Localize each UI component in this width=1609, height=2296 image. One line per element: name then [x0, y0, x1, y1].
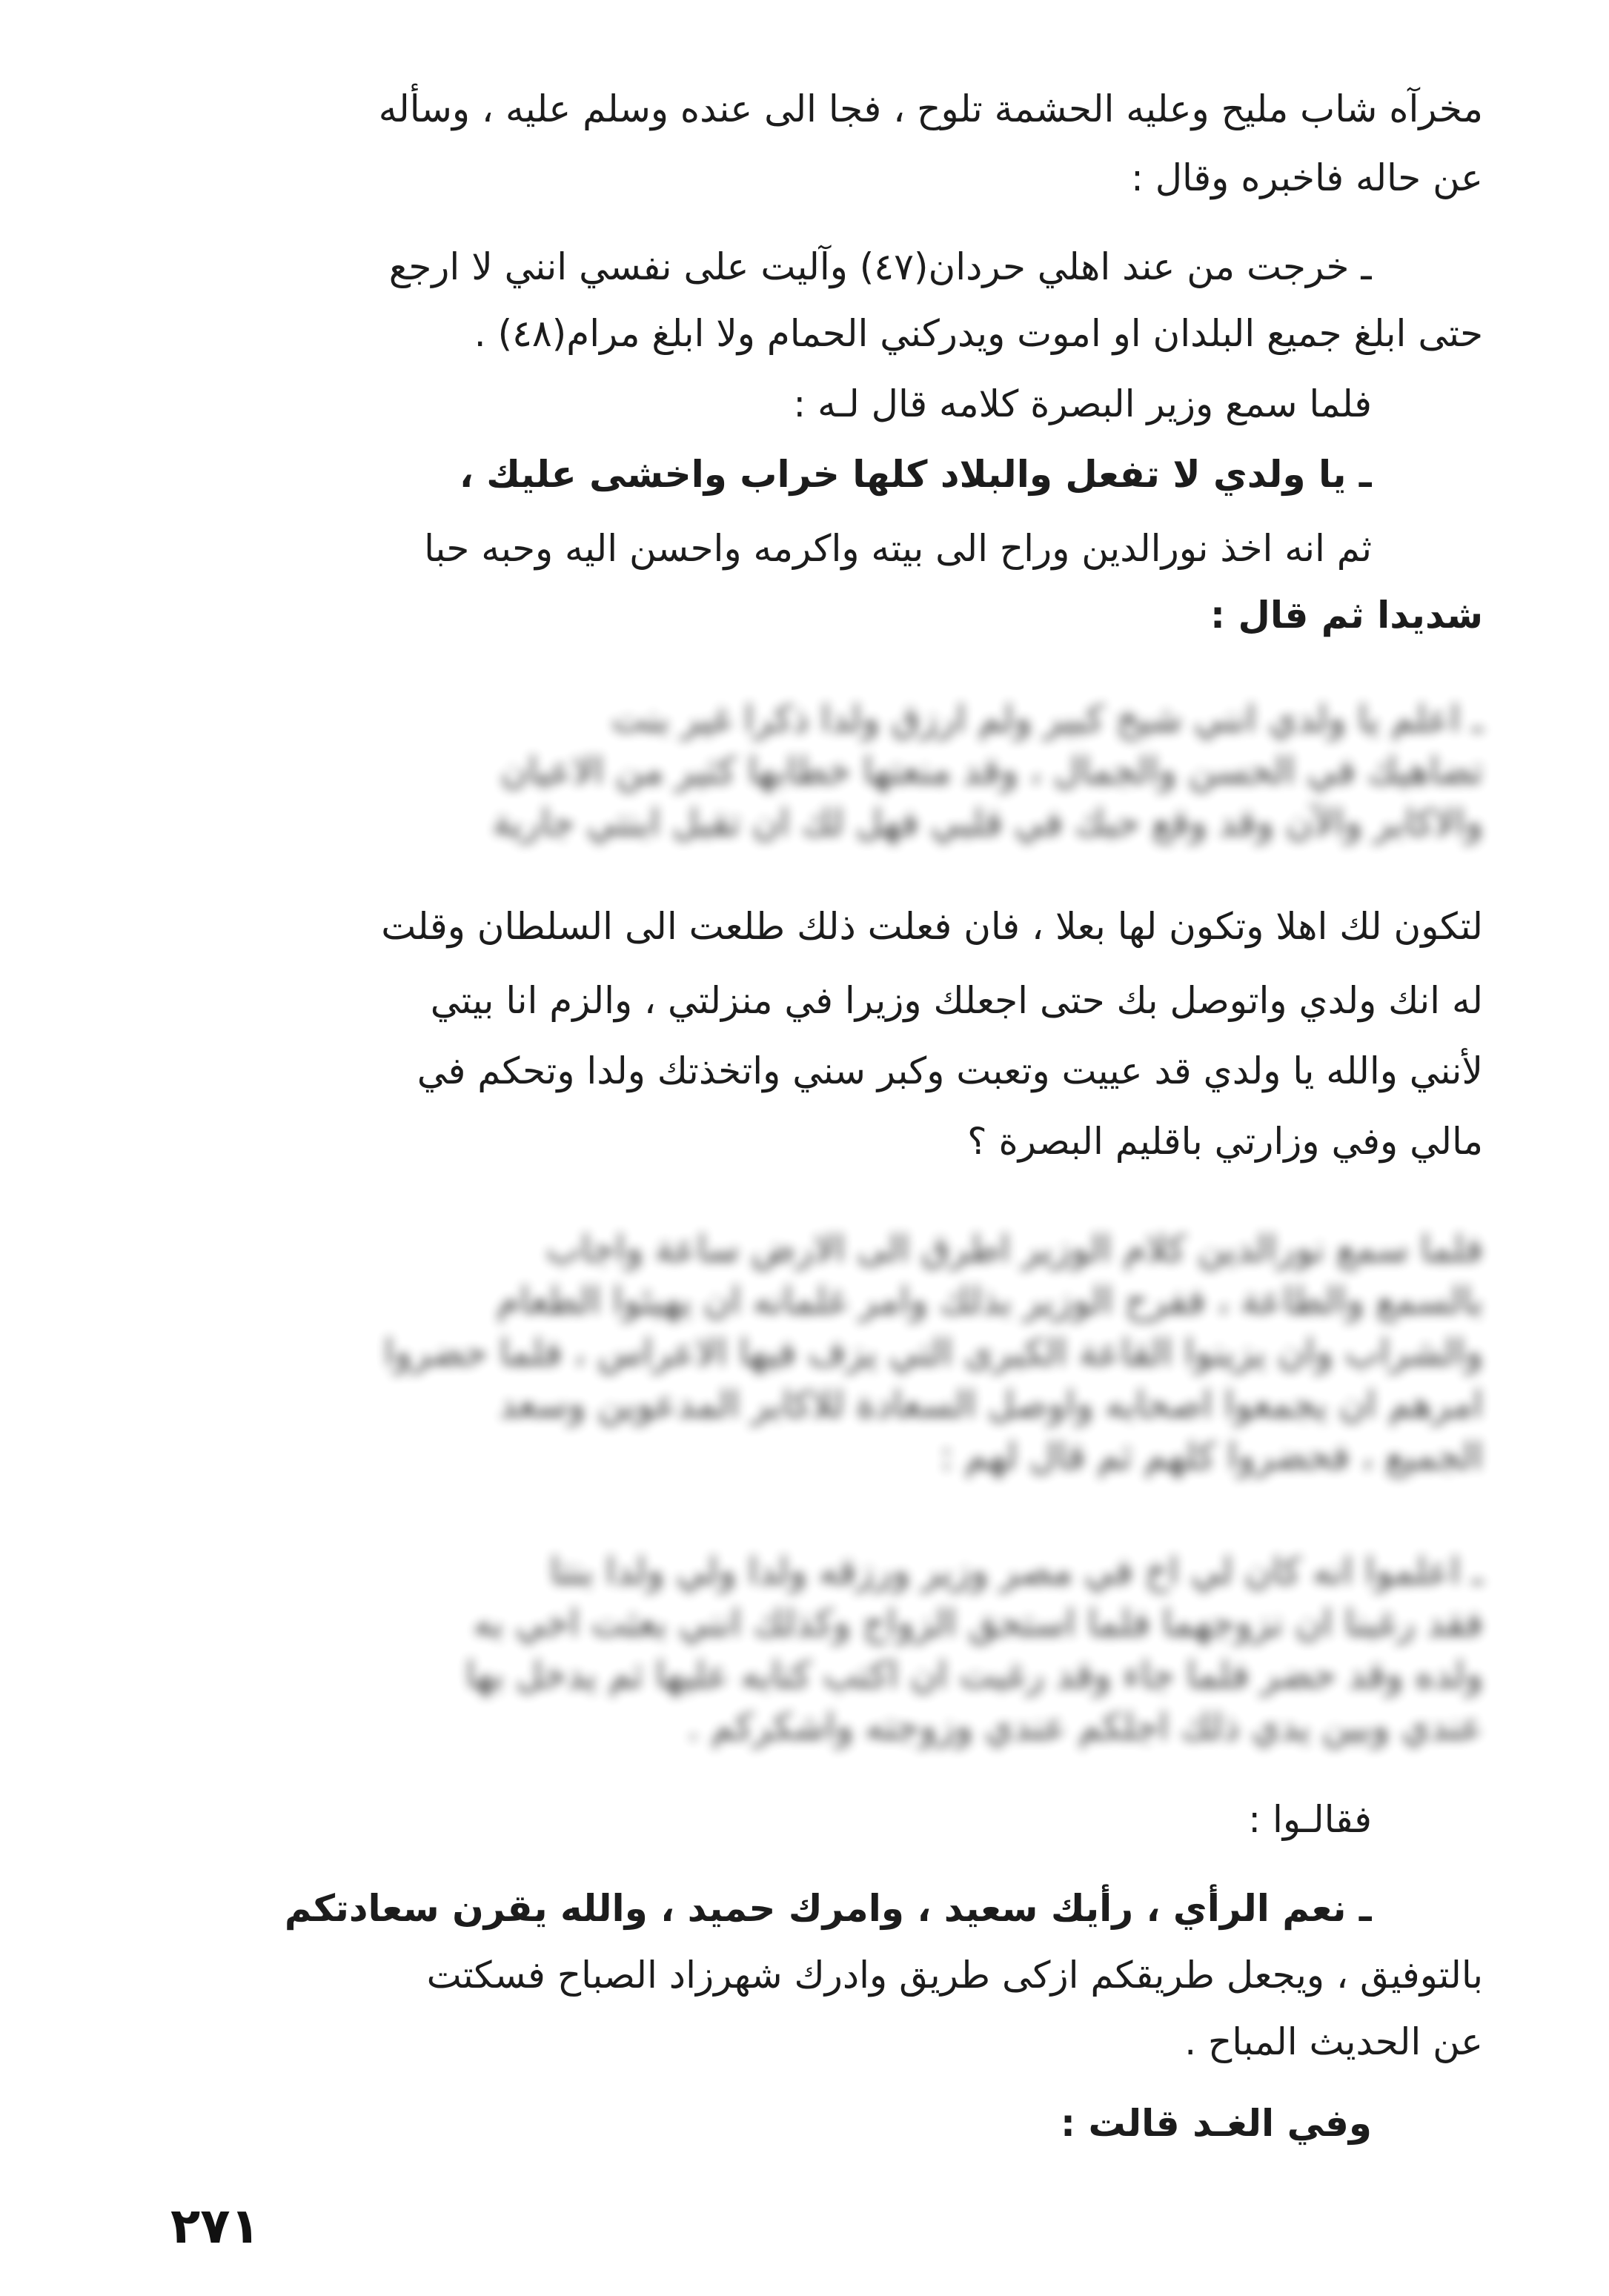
blurred-paragraph — [156, 1223, 1483, 1482]
text-line: لأنني والله يا ولدي قد عييت وتعبت وكبر سني واتخذتك ولدا وتحكم في — [417, 1049, 1483, 1092]
text-line: عن الحديث المباح . — [1184, 2020, 1483, 2063]
blurred-line: فقد رغبنا ان نزوجهما فلما استحق الزواج وكذلك انني بعثت اخي به — [473, 1602, 1483, 1645]
text-line: عن حاله فاخبره وقال : — [1130, 156, 1483, 199]
blurred-line: ـ اعلم يا ولدي انني شيخ كبير ولم ارزق ولدا ذكرا غير بنت — [611, 697, 1483, 740]
blurred-line: تضاهيك في الحسن والجمال ، وقد منعتها خطابها كثير من الاعيان — [500, 749, 1483, 792]
blurred-paragraph — [156, 1545, 1483, 1753]
text-line: مخرآه شاب مليح وعليه الحشمة تلوح ، فجا الى عنده وسلم عليه ، وسأله — [378, 87, 1483, 130]
page-number: ٢٧١ — [170, 2197, 260, 2254]
text-line: ـ نعم الرأي ، رأيك سعيد ، وامرك حميد ، والله يقرن سعادتكم — [284, 1887, 1372, 1930]
blurred-line: ـ اعلموا انه كان لي اخ في مصر وزير ورزقه ولدا ولي ولدا بنتا — [549, 1550, 1483, 1593]
text-line: ثم انه اخذ نورالدين وراح الى بيته واكرمه واحسن اليه وحبه حبا — [424, 527, 1372, 570]
text-line: بالتوفيق ، ويجعل طريقكم ازكى طريق وادرك شهرزاد الصباح فسكتت — [426, 1954, 1483, 1997]
blurred-line: بالسمع والطاعة ، ففرح الوزير بذلك وامر غلمانه ان يهيئوا الطعام — [497, 1279, 1483, 1322]
blurred-line: والشراب وان يزينوا القاعة الكبرى التي يزف فيها الاعراس ، فلما حضروا — [384, 1331, 1483, 1374]
text-line: مالي وفي وزارتي باقليم البصرة ؟ — [967, 1120, 1483, 1163]
text-line: ـ يا ولدي لا تفعل والبلاد كلها خراب واخشى عليك ، — [459, 453, 1372, 496]
text-line: وفي الغـد قالت : — [1061, 2102, 1372, 2145]
blurred-line: فلما سمع نورالدين كلام الوزير اطرق الى الارض ساعة واجاب — [545, 1227, 1483, 1270]
blurred-line: امرهم ان يجمعوا اصحابه واوصل السعادة للاكابر المدعوين وسعد — [499, 1383, 1483, 1426]
blurred-line: والاكابر والآن وقد وقع حبك في قلبي فهل لك ان تقبل ابنتي جارية — [492, 801, 1483, 844]
text-line: له انك ولدي واتوصل بك حتى اجعلك وزيرا في منزلتي ، والزم انا بيتي — [430, 979, 1483, 1022]
blurred-line: عندي وبين يدي ذلك اجلكم عندي وزوجته واشكركم . — [687, 1705, 1483, 1748]
text-line: حتى ابلغ جميع البلدان او اموت ويدركني الحمام ولا ابلغ مرام(٤٨) . — [474, 312, 1483, 355]
text-line: شديدا ثم قال : — [1210, 594, 1483, 637]
text-line: فقالـوا : — [1248, 1798, 1372, 1841]
text-line: فلما سمع وزير البصرة كلامه قال لـه : — [793, 382, 1372, 425]
blurred-line: الجميع ، فحضروا كلهم ثم قال لهم : — [940, 1435, 1483, 1478]
blurred-line: ولده وقد حضر فلما جاء وقد رغبت ان اكتب كتابه عليها ثم يدخل بها — [465, 1653, 1483, 1696]
text-line: ـ خرجت من عند اهلي حردان(٤٧) وآليت على نفسي انني لا ارجع — [388, 245, 1372, 288]
blurred-paragraph — [156, 693, 1483, 849]
text-line: لتكون لك اهلا وتكون لها بعلا ، فان فعلت ذلك طلعت الى السلطان وقلت — [381, 905, 1483, 948]
